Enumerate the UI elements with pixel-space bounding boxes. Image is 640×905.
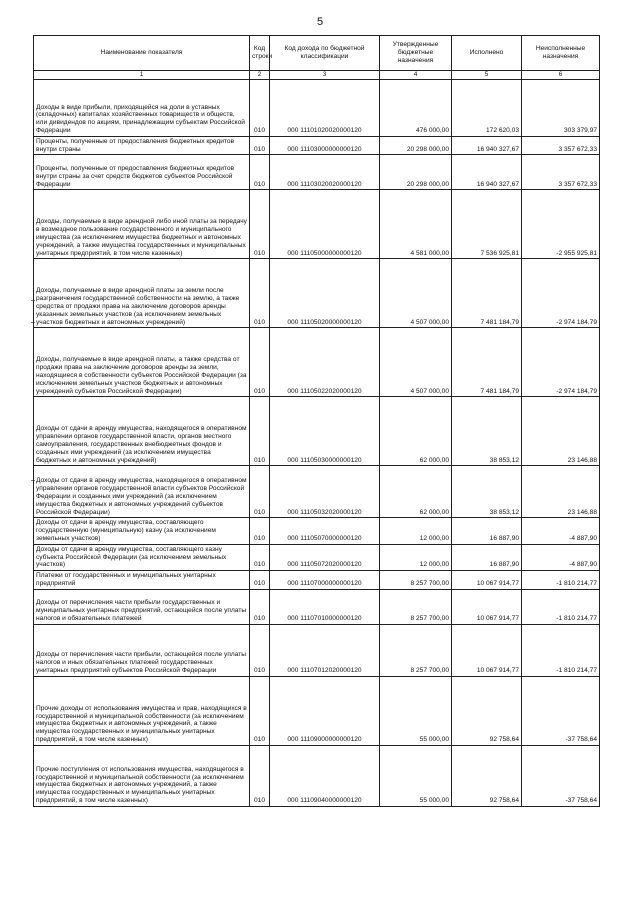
header-executed: Исполнено — [452, 36, 522, 71]
row-approved: 476 000,00 — [380, 79, 452, 136]
table-row — [34, 79, 600, 136]
row-name: Доходы от сдачи в аренду имущества, составляющего казну субъекта Российской Федерации (за исключением земельных участков) — [34, 544, 250, 570]
row-executed: 38 853,12 — [452, 397, 522, 466]
row-executed: 92 758,64 — [452, 676, 522, 745]
row-executed: 7 481 184,79 — [452, 259, 522, 328]
row-name: Доходы от сдачи в аренду имущества, составляющего государственную (муниципальную) казну (за исключением земельных участков) — [34, 518, 250, 544]
row-unexecuted: -2 974 184,79 — [522, 328, 600, 397]
row-name: Доходы, получаемые в виде арендной либо иной платы за передачу в возмездное пользование государственного и муниципального имущества (за исключением имущества бюджетных и автономных учреждений, а также имущества государственных и муниципальных унитарных предприятий, в том числе казенных) — [34, 190, 250, 259]
row-name: Доходы от сдачи в аренду имущества, находящегося в оперативном управлении органов государственной власти, органов местного самоуправления, государственных внебюджетных фондов и созданных ими учреждений (за исключением имущества бюджетных и автономных учреждений) — [34, 397, 250, 466]
row-approved: 4 581 000,00 — [380, 190, 452, 259]
column-number: 6 — [522, 71, 600, 80]
row-approved: 8 257 700,00 — [380, 571, 452, 590]
table-header-row — [34, 36, 600, 71]
row-revenue-code: 000 11109000000000120 — [270, 676, 380, 745]
column-number: 3 — [270, 71, 380, 80]
header-row-code: Код строки — [250, 36, 270, 71]
table-row — [34, 624, 600, 676]
row-unexecuted: 3 357 672,33 — [522, 136, 600, 155]
row-approved: 4 507 000,00 — [380, 328, 452, 397]
row-name: Доходы в виде прибыли, приходящейся на доли в уставных (складочных) капиталах хозяйственных товариществ и обществ, или дивидендов по акциям, принадлежащим субъектам Российской Федерации — [34, 79, 250, 136]
row-unexecuted: 23 146,88 — [522, 397, 600, 466]
row-name: Прочие доходы от использования имущества и прав, находящихся в государственной и муниципальной собственности (за исключением имущества бюджетных и автономных учреждений, а также имущества государственных и муниципальных унитарных предприятий, в том числе казенных) — [34, 676, 250, 745]
table-row — [34, 259, 600, 328]
row-code: 010 — [250, 518, 270, 544]
row-unexecuted: -1 810 214,77 — [522, 624, 600, 676]
row-revenue-code: 000 11105000000000120 — [270, 190, 380, 259]
table-row — [34, 544, 600, 570]
row-unexecuted: -1 810 214,77 — [522, 571, 600, 590]
row-name: Платежи от государственных и муниципальных унитарных предприятий — [34, 571, 250, 590]
row-code: 010 — [250, 190, 270, 259]
header-unexecuted: Неисполненные назначения — [522, 36, 600, 71]
row-revenue-code: 000 11105032020000120 — [270, 466, 380, 518]
row-revenue-code: 000 11105070000000120 — [270, 518, 380, 544]
row-approved: 4 507 000,00 — [380, 259, 452, 328]
row-code: 010 — [250, 745, 270, 806]
row-name: Проценты, полученные от предоставления бюджетных кредитов внутри страны — [34, 136, 250, 155]
row-executed: 10 067 914,77 — [452, 589, 522, 624]
row-code: 010 — [250, 155, 270, 190]
row-code: 010 — [250, 544, 270, 570]
row-approved: 20 298 000,00 — [380, 155, 452, 190]
row-approved: 55 000,00 — [380, 676, 452, 745]
row-executed: 10 067 914,77 — [452, 624, 522, 676]
column-number: 1 — [34, 71, 250, 80]
column-number: 5 — [452, 71, 522, 80]
row-code: 010 — [250, 466, 270, 518]
row-unexecuted: 303 379,97 — [522, 79, 600, 136]
row-approved: 62 000,00 — [380, 466, 452, 518]
row-code: 010 — [250, 571, 270, 590]
row-name: Доходы от перечисления части прибыли, остающейся после уплаты налогов и иных обязательных платежей государственных унитарных предприятий субъектов Российской Федерации — [34, 624, 250, 676]
row-approved: 12 000,00 — [380, 544, 452, 570]
row-revenue-code: 000 11101020020000120 — [270, 79, 380, 136]
row-name: Доходы, получаемые в виде арендной платы за земли после разграничения государственной собственности на землю, а также средства от продажи права на заключение договоров аренды указанных земельных участков (за исключением земельных участков бюджетных и автономных учреждений) — [34, 259, 250, 328]
table-row — [34, 328, 600, 397]
row-executed: 10 067 914,77 — [452, 571, 522, 590]
row-code: 010 — [250, 589, 270, 624]
table-row — [34, 155, 600, 190]
row-revenue-code: 000 11103000000000120 — [270, 136, 380, 155]
page-number: 5 — [316, 16, 324, 28]
row-revenue-code: 000 11103020020000120 — [270, 155, 380, 190]
row-executed: 16 887,90 — [452, 518, 522, 544]
row-revenue-code: 000 11107010000000120 — [270, 589, 380, 624]
row-approved: 55 000,00 — [380, 745, 452, 806]
table-row — [34, 745, 600, 806]
row-approved: 12 000,00 — [380, 518, 452, 544]
row-executed: 172 620,03 — [452, 79, 522, 136]
row-approved: 8 257 700,00 — [380, 624, 452, 676]
row-revenue-code: 000 11105030000000120 — [270, 397, 380, 466]
row-revenue-code: 000 11105022020000120 — [270, 328, 380, 397]
row-executed: 16 940 327,67 — [452, 155, 522, 190]
row-revenue-code: 000 11109040000000120 — [270, 745, 380, 806]
table-row — [34, 136, 600, 155]
row-code: 010 — [250, 328, 270, 397]
row-unexecuted: -37 758,64 — [522, 676, 600, 745]
row-executed: 7 536 925,81 — [452, 190, 522, 259]
column-number: 2 — [250, 71, 270, 80]
row-unexecuted: -4 887,90 — [522, 544, 600, 570]
row-name: Доходы от сдачи в аренду имущества, находящегося в оперативном управлении органов государственной власти субъектов Российской Федерации и созданных ими учреждений (за исключением имущества бюджетных и автономных учреждений субъектов Российской Федерации) — [34, 466, 250, 518]
row-revenue-code: 000 11105072020000120 — [270, 544, 380, 570]
row-name: Доходы от перечисления части прибыли государственных и муниципальных унитарных предприятий, остающейся после уплаты налогов и обязательных платежей — [34, 589, 250, 624]
row-unexecuted: 23 146,88 — [522, 466, 600, 518]
row-unexecuted: -37 758,64 — [522, 745, 600, 806]
table-row — [34, 518, 600, 544]
row-unexecuted: 3 357 672,33 — [522, 155, 600, 190]
table-row — [34, 676, 600, 745]
row-code: 010 — [250, 624, 270, 676]
table-row — [34, 190, 600, 259]
row-revenue-code: 000 11105020000000120 — [270, 259, 380, 328]
row-executed: 92 758,64 — [452, 745, 522, 806]
row-revenue-code: 000 11107012020000120 — [270, 624, 380, 676]
row-executed: 16 887,90 — [452, 544, 522, 570]
row-unexecuted: -1 810 214,77 — [522, 589, 600, 624]
table-row — [34, 466, 600, 518]
column-number: 4 — [380, 71, 452, 80]
header-revenue-code: Код дохода по бюджетной классификации — [270, 36, 380, 71]
revenue-report-table — [33, 35, 600, 807]
column-number-row — [34, 71, 600, 80]
table-row — [34, 589, 600, 624]
row-revenue-code: 000 11107000000000120 — [270, 571, 380, 590]
row-unexecuted: -4 887,90 — [522, 518, 600, 544]
row-approved: 20 298 000,00 — [380, 136, 452, 155]
row-code: 010 — [250, 676, 270, 745]
row-approved: 8 257 700,00 — [380, 589, 452, 624]
row-code: 010 — [250, 259, 270, 328]
table-row — [34, 397, 600, 466]
row-executed: 7 481 184,79 — [452, 328, 522, 397]
row-approved: 62 000,00 — [380, 397, 452, 466]
row-code: 010 — [250, 79, 270, 136]
table-row — [34, 571, 600, 590]
row-name: Доходы, получаемые в виде арендной платы, а также средства от продажи права на заключение договоров аренды за земли, находящиеся в собственности субъектов Российской Федерации (за исключением земельных участков бюджетных и автономных учреждений субъектов Российской Федерации) — [34, 328, 250, 397]
row-unexecuted: -2 955 925,81 — [522, 190, 600, 259]
row-executed: 38 853,12 — [452, 466, 522, 518]
row-code: 010 — [250, 397, 270, 466]
header-name: Наименование показателя — [34, 36, 250, 71]
row-executed: 16 940 327,67 — [452, 136, 522, 155]
row-unexecuted: -2 974 184,79 — [522, 259, 600, 328]
row-name: Прочие поступления от использования имущества, находящегося в государственной и муниципальной собственности (за исключением имущества бюджетных и автономных учреждений, а также имущества государственных и муниципальных унитарных предприятий, в том числе казенных) — [34, 745, 250, 806]
header-approved: Утвержденные бюджетные назначения — [380, 36, 452, 71]
row-code: 010 — [250, 136, 270, 155]
row-name: Проценты, полученные от предоставления бюджетных кредитов внутри страны за счет средств бюджетов субъектов Российской Федерации — [34, 155, 250, 190]
